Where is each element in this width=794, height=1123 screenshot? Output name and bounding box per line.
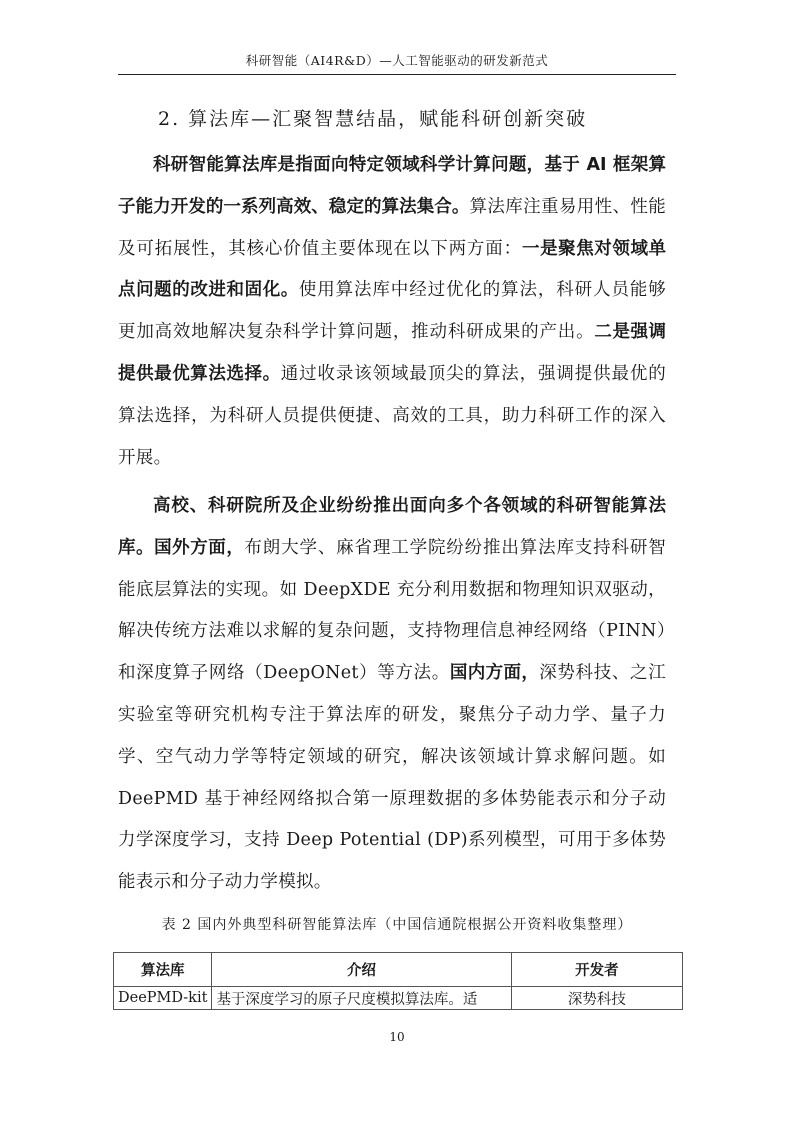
body-text: 布朗大学、麻省理工学院纷纷推出算法库支持科研智能底层算法的实现。如 DeepXDE 充分利用数据和物理知识双驱动，解决传统方法难以求解的复杂问题，支持物理信息神经网络（PINN）和深度算子网络（DeepONet）等方法。 [118, 537, 667, 684]
body-text: 通过收录该领域最顶尖的算法，强调提供最优的算法选择，为科研人员提供便捷、高效的工具，助力科研工作的深入开展。 [118, 363, 666, 468]
section-heading: 2. 算法库—汇聚智慧结晶，赋能科研创新突破 [158, 108, 588, 130]
page-number: 10 [389, 1030, 405, 1044]
cell-library-name: DeePMD-kit [114, 987, 212, 1010]
algorithm-library-table [113, 952, 683, 1010]
table-header-row [114, 953, 683, 987]
column-header-developer: 开发者 [511, 953, 682, 987]
paragraph-library-landscape [118, 486, 666, 904]
bold-sentence: 二是强调提供最优算法选择。 [118, 322, 666, 384]
bold-sentence: 国内方面， [449, 663, 540, 684]
cell-developer: 深势科技 [511, 987, 682, 1010]
body-text: 深势科技、之江实验室等研究机构专注于算法库的研发，聚焦分子动力学、量子力学、空气动力学等特定领域的研究，解决该领域计算求解问题。如 DeePMD 基于神经网络拟合第一原理数据的多体势能表示和分子动力学深度学习，支持 Deep Potential (DP)系列模型，可用于多体势能表示和分子动力学模拟。 [118, 663, 667, 893]
bold-sentence: 科研智能算法库是指面向特定领域科学计算问题，基于 AI 框架算子能力开发的一系列高效、稳定的算法集合。 [118, 155, 666, 217]
bold-sentence: 高校、科研院所及企业纷纷推出面向多个各领域的科研智能算法库。 [118, 496, 666, 558]
running-header: 科研智能（AI4R&D）—人工智能驱动的研发新范式 [118, 48, 676, 75]
bold-sentence: 国外方面， [154, 537, 245, 558]
column-header-description: 介绍 [212, 953, 511, 987]
cell-description: 基于深度学习的原子尺度模拟算法库。适 [212, 987, 511, 1010]
paragraph-algorithm-library-definition [118, 145, 666, 479]
body-text: 算法库注重易用性、性能及可拓展性，其核心价值主要体现在以下两方面： [118, 196, 666, 259]
column-header-library: 算法库 [114, 953, 212, 987]
bold-sentence: 一是聚焦对领域单点问题的改进和固化。 [118, 238, 667, 301]
table-row [114, 987, 683, 1010]
body-text: 使用算法库中经过优化的算法，科研人员能够更加高效地解决复杂科学计算问题，推动科研成果的产出。 [118, 280, 667, 343]
table-caption: 表 2 国内外典型科研智能算法库（中国信通院根据公开资料收集整理） [161, 917, 633, 933]
